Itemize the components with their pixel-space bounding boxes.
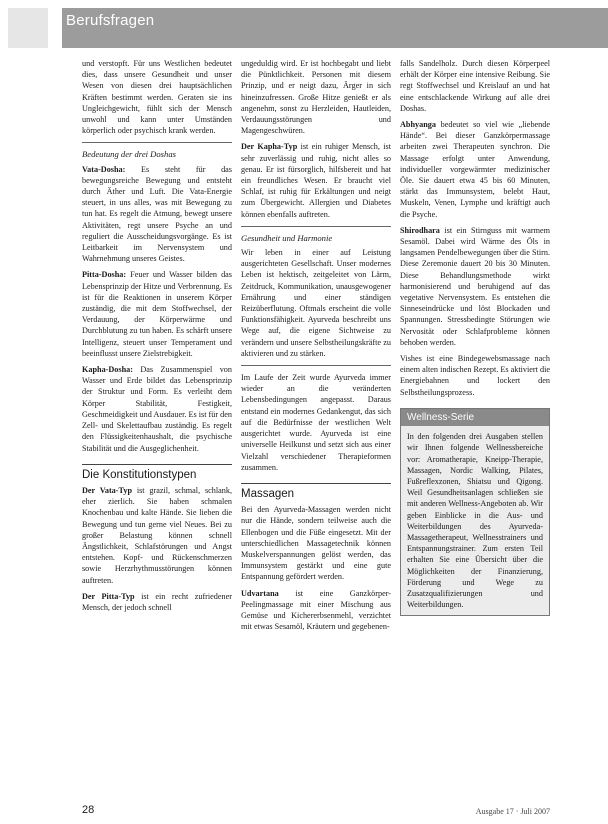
page-header bbox=[0, 0, 608, 52]
body-text: Es steht für das bewegungsreiche Bewegung und entsteht durch Äther und Luft. Die Vata-Energie steuert, in uns alles, was mit Bewegung zu tun hat. Es regelt die Atmung, bewegt unsere Aktivitäten, regt unsere Psyche an und reguliert die Ausscheidungsvorgänge. Es ist Leitbarkeit im Nervensystem und Wahrnehmung unseres Geistes. bbox=[82, 164, 232, 264]
term: Der Vata-Typ bbox=[82, 485, 133, 495]
subheading: Bedeutung der drei Doshas bbox=[82, 149, 176, 160]
paragraph-udvartana bbox=[241, 588, 391, 633]
column-1 bbox=[82, 58, 232, 618]
body-text: ist grazil, schmal, schlank, eher zierlich. Sie haben schmalen Knochenbau und kalte Hände. Sie lieben die Bewegung und tun gerne viel Neues. Bei zu großer Belastung können schnell Ängstlichkeit, Schlafstörungen und Angst entstehen. Kopf- und Rückenschmerzen sowie Herzrhythmusstörungen können auftreten. bbox=[82, 485, 233, 585]
divider bbox=[82, 142, 232, 143]
column-3 bbox=[400, 58, 550, 616]
box-body: In den folgenden drei Ausgaben stellen wir Ihnen folgende Wellnessbereiche vor: Aromatherapie, Kneipp-Therapie, Massagen, Nordic Walking, Pilates, Fußreflexzonen, Shiatsu und Qigong. Weil Gesundheitsanlagen schließen sie mit anderen Wellness-Angeboten ab. Wir geben Einblicke in die Aus- und Weiterbildungen des Ayurveda-Massagetherapeut, Wellnesstrainers und Entspannungstrainer. Zum ersten Teil erhalten Sie eine Übersicht über die Möglichkeiten der Finanzierung, Förderung und Wege zu Zusatzqualifizierungen und Weiterbildungen. bbox=[407, 432, 543, 610]
body-text: ist ein ruhiger Mensch, ist sehr zuverlässig und ruhig, nicht alles so genau. Er ist fürsorglich, hilfsbereit und hat ein freundliches Wesen. Er braucht viel Schlaf, ist ruhig für Erkältungen und neigt zum Übergewicht. Allergien und Diabetes können ebenfalls auftreten. bbox=[241, 142, 392, 219]
paragraph-vata bbox=[82, 164, 232, 265]
paragraph: und verstopft. Für uns Westlichen bedeutet dies, dass unsere Gesundheit und unser Wesen von diesen drei hauptsächlichen Kräften bestimmt werden. Geraten sie ins Ungleichgewicht, fühlt sich der Mensch unwohl und kann unter Umständen körperlich oder psychisch krank werden. bbox=[82, 59, 232, 136]
paragraph: Bei den Ayurveda-Massagen werden nicht nur die Hände, sondern teilweise auch die Ellenbogen und die Füße eingesetzt. Mit der unterschiedlichen Massagetechnik können Muskelverspannungen gelöst werden, das Immunsystem gestärkt und eine gute Entspannung gefördert werden. bbox=[241, 505, 391, 582]
column-2 bbox=[241, 58, 391, 637]
body-text: ist ein Stirnguss mit warmem Sesamöl. Dabei wird Wärme des Öls in langsamen Pendelbewegungen über die Stirn. Diese Zeremonie dauert 20 bis 30 Minuten. Diese Behandlungsmethode wirkt harmonisierend und beruhigend auf das vegetative Nervensystem. Es entstehen die Sinneseindrücke und löst Blockaden und Spannungen. Stressbedingte Störungen wie Nervosität oder Schlafprobleme können behoben werden. bbox=[400, 225, 550, 347]
divider bbox=[241, 365, 391, 366]
paragraph-shirodhara bbox=[400, 225, 550, 348]
paragraph: Vishes ist eine Bindegewebsmassage nach einem alten indischen Rezept. Es aktiviert die Energiebahnen und lockert den Selbstheilungsprozess. bbox=[400, 354, 550, 397]
term: Shirodhara bbox=[400, 225, 440, 235]
journal-issue: Ausgabe 17 · Juli 2007 bbox=[475, 807, 550, 816]
paragraph-pitta bbox=[82, 269, 232, 359]
paragraph-pitta-typ bbox=[82, 591, 232, 613]
section-heading: Massagen bbox=[241, 483, 391, 500]
term: Vata-Dosha: bbox=[82, 164, 126, 174]
term: Pitta-Dosha: bbox=[82, 270, 127, 280]
wellness-series-box bbox=[400, 408, 550, 616]
paragraph-kapha bbox=[82, 364, 232, 454]
page-footer bbox=[82, 806, 550, 820]
paragraph: Wir leben in einer auf Leistung ausgerichteten Gesellschaft. Unser modernes Leben ist hektisch, zeitgeleitet von Lärm, Zeitdruck, Kommunikation, unausgewogener Ernährung und einer ständigen Reizüberflutung. Oftmals erscheint die volle Funktionsfähigkeit. Ayurveda beschreibt uns Wege auf, die eigene Sichtweise zu verändern und unsere Selbstheilungskräfte zu aktivieren und zu stärken. bbox=[241, 248, 391, 358]
section-title: Berufsfragen bbox=[66, 12, 155, 29]
subheading: Gesundheit und Harmonie bbox=[241, 232, 333, 243]
body-text: bedeutet so viel wie „liebende Hände“. Bei dieser Ganzkörpermassage arbeiten zwei Therapeuten synchron. Die Massage erfolgt unter Anwendung, individueller vorgewärmter medizinischer Öle. Sie dauert etwa 45 bis 60 Minuten, stärkt das Immunsystem, belebt Haut, Muskeln, Venen, Lymphe und kräftigt auch die Psyche. bbox=[400, 120, 550, 219]
header-square bbox=[8, 8, 48, 48]
term: Udvartana bbox=[241, 588, 279, 598]
body-text: Das Zusammenspiel von Wasser und Erde bildet das Lebensprinzip der Struktur und Form. Es verleiht dem Körper Stabilität, Festigkeit, Geschmeidigkeit und Ausdauer. Es ist für den Zell- und Skelettaufbau zuständig. Es regelt den Flüssigkeitenhaushalt, die psychische Stabilität und die Ausgeglichenheit. bbox=[82, 365, 232, 453]
term: Kapha-Dosha: bbox=[82, 365, 133, 375]
paragraph-vata-typ bbox=[82, 485, 232, 586]
paragraph-kapha-typ bbox=[241, 141, 391, 219]
paragraph: ungeduldig wird. Er ist hochbegabt und liebt die Pünktlichkeit. Personen mit diesem Prinzip, und er neigt dazu, Ärger in sich hineinzufressen. Große Hitze genießt er als angenehm, sonst zu Herzleiden, Hautleiden, Verdauungsstörungen und Magengeschwüren. bbox=[241, 59, 391, 136]
divider bbox=[241, 226, 391, 227]
term: Abhyanga bbox=[400, 120, 436, 130]
body-text: Feuer und Wasser bilden das Lebensprinzip der Hitze und Verbrennung. Es ist für die Reaktionen in unserem Körper zuständig, die mit dem Stoffwechsel, der Verdauung, der Körperwärme und Durchblutung zu tun haben. Es schärft unsere Intelligenz, steuert unser Temperament und beeinflusst unsere Zielstrebigkeit. bbox=[82, 270, 232, 358]
body-text: ist ein recht zufriedener Mensch, der jedoch schnell bbox=[82, 591, 232, 612]
page-number: 28 bbox=[82, 804, 95, 816]
paragraph: Im Laufe der Zeit wurde Ayurveda immer wieder an die veränderten Lebensbedingungen angepasst. Daraus entstand ein modernes Gedankengut, das sich auf die Bedürfnisse der westlichen Welt ausgerichtet wurde. Ayurveda ist eine universelle Heilkunst und setzt sich aus einer Vielzahl verschiedener Therapieformen zusammen. bbox=[241, 373, 391, 472]
body-text: ist eine Ganzkörper-Peelingmassage mit einer Mischung aus Gemüse und Kichererbsenmehl, verzichtet mit etwas Sesamöl, Kräutern und gegebenen- bbox=[241, 588, 391, 632]
paragraph: falls Sandelholz. Durch diesen Körperpeel erhält der Körper eine intensive Reibung. Sie regt Stoffwechsel und Kreislauf an und hat eine entschlackende Wirkung auf alle drei Doshas. bbox=[400, 59, 550, 113]
section-heading: Die Konstitutionstypen bbox=[82, 464, 232, 481]
term: Der Pitta-Typ bbox=[82, 591, 135, 601]
box-title: Wellness-Serie bbox=[401, 409, 549, 426]
term: Der Kapha-Typ bbox=[241, 142, 298, 152]
paragraph-abhyanga bbox=[400, 119, 550, 220]
